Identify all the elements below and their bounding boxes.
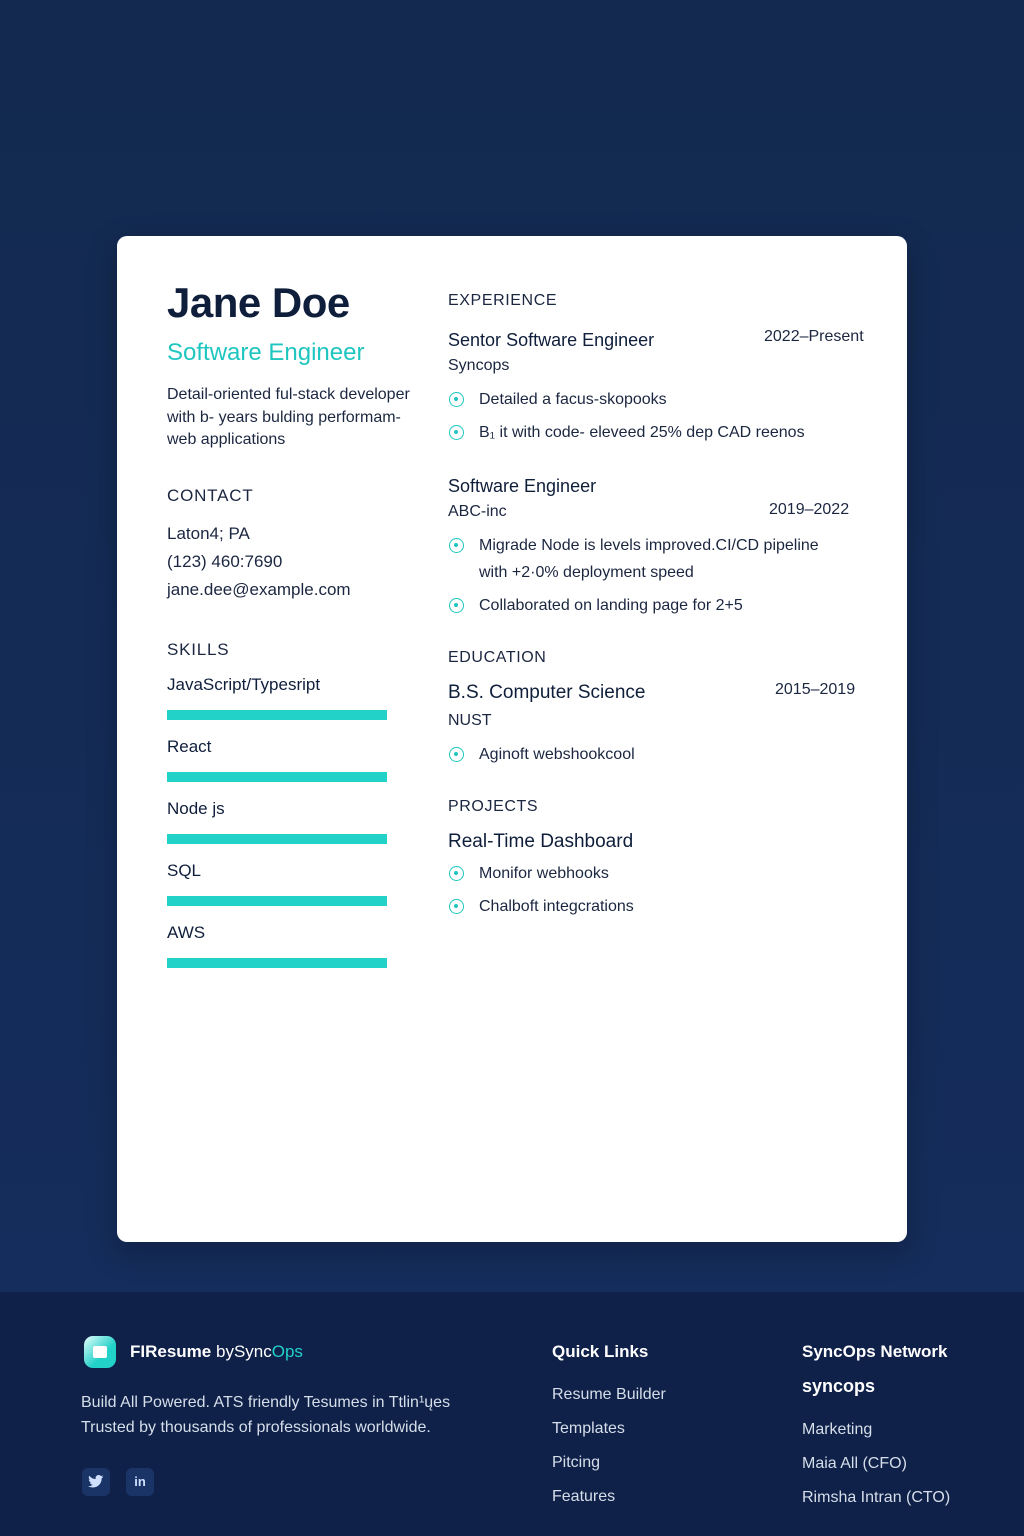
job-bullets [448, 532, 878, 619]
footer-link-pricing[interactable]: Pitcing [552, 1454, 601, 1471]
quick-links-column [552, 1342, 666, 1506]
footer-link-marketing[interactable]: Marketing [802, 1421, 873, 1438]
skill-bar [167, 772, 387, 782]
skill-item [167, 674, 437, 720]
education-item [448, 681, 878, 768]
resume-right-column [448, 292, 878, 926]
bullet-text: Migrade Node is levels improved.CI/CD pipeline with +2·0% deployment speed [479, 537, 819, 581]
brand-name [130, 1342, 303, 1362]
network-column [802, 1342, 950, 1507]
bullet-item [448, 860, 878, 887]
job-title: Software Engineer [448, 476, 597, 496]
bullet-item [448, 741, 878, 768]
resume-card [117, 236, 907, 1242]
bullet-circle-icon [449, 866, 464, 881]
bullet-item [448, 893, 878, 920]
job-title-main: Software Engineer [506, 330, 655, 350]
footer-link-cfo[interactable]: Maia All (CFO) [802, 1455, 907, 1472]
bullet-item [448, 386, 878, 413]
skill-bar [167, 834, 387, 844]
bullet-circle-icon [449, 747, 464, 762]
skill-bar-fill [167, 958, 387, 968]
bullet-text: B₁ it with code- eleveed 25% dep CAD reenos [479, 424, 805, 441]
education-degree: B.S. Computer Science [448, 682, 646, 703]
network-heading: SyncOps Network [802, 1342, 948, 1361]
brand-by: by [215, 1342, 234, 1361]
skill-item [167, 736, 437, 782]
footer-link-cto[interactable]: Rimsha Intran (CTO) [802, 1489, 951, 1506]
skills-list [167, 674, 437, 968]
experience-item [448, 328, 878, 446]
contact-email: jane.dee@example.com [167, 579, 351, 599]
bullet-item [448, 592, 878, 619]
brand-ops: Ops [271, 1342, 303, 1361]
skill-bar-fill [167, 834, 387, 844]
job-title-prefix: Sentor [448, 330, 502, 350]
bullet-circle-icon [449, 899, 464, 914]
tagline-line-1: Build All Powered. ATS friendly Tesumes in Ttlin¹ųes [81, 1394, 451, 1411]
contact-location: Laton4; PA [167, 523, 250, 543]
project-name: Real-Time Dashboard [448, 831, 634, 852]
resume-name: Jane Doe [167, 279, 350, 326]
job-company: ABC-inc [448, 503, 507, 520]
job-bullets [448, 386, 878, 446]
bullet-item [448, 419, 878, 446]
footer-link-templates[interactable]: Templates [552, 1420, 625, 1437]
contact-phone: (123) 460:7690 [167, 551, 283, 571]
resume-summary: Detail-oriented ful-stack developer with b- years bulding performam- web applications [167, 386, 410, 448]
bullet-text: Aginoft webshookcool [479, 746, 635, 763]
skill-item [167, 860, 437, 906]
brand-sync: Sync [233, 1342, 272, 1361]
footer-tagline [81, 1390, 450, 1440]
skill-bar-fill [167, 710, 387, 720]
job-date: 2022–Present [764, 328, 864, 345]
bullet-text: Chalboft integcrations [479, 898, 634, 915]
bullet-text: Detailed a facus-skopooks [479, 391, 667, 408]
experience-heading: EXPERIENCE [448, 292, 558, 309]
skill-name: JavaScript/Typesript [167, 674, 321, 694]
education-school: NUST [448, 712, 492, 729]
tagline-line-2: Trusted by thousands of professionals worldwide. [81, 1419, 431, 1436]
footer-link-features[interactable]: Features [552, 1488, 616, 1505]
resume-left-column [167, 278, 437, 968]
contact-list [167, 520, 437, 604]
skill-item [167, 798, 437, 844]
education-date: 2015–2019 [775, 681, 856, 698]
bullet-text: Collaborated on landing page for 2+5 [479, 597, 743, 614]
linkedin-icon[interactable]: in [126, 1468, 154, 1496]
skill-name: React [167, 736, 212, 756]
resume-role: Software Engineer [167, 339, 365, 366]
job-date: 2019–2022 [769, 501, 850, 518]
education-heading: EDUCATION [448, 649, 547, 666]
skill-name: SQL [167, 860, 202, 880]
skill-bar [167, 958, 387, 968]
experience-item [448, 474, 878, 619]
job-company: Syncops [448, 357, 510, 374]
skill-bar [167, 710, 387, 720]
contact-heading: CONTACT [167, 485, 254, 505]
bullet-item [448, 532, 838, 586]
skill-bar-fill [167, 772, 387, 782]
skill-name: AWS [167, 922, 206, 942]
brand-name-main: FIResume [130, 1342, 212, 1361]
skill-bar [167, 896, 387, 906]
bullet-text: Monifor webhooks [479, 865, 609, 882]
footer-link-resume-builder[interactable]: Resume Builder [552, 1386, 666, 1403]
projects-heading: PROJECTS [448, 798, 539, 815]
bullet-circle-icon [449, 392, 464, 407]
bullet-circle-icon [449, 598, 464, 613]
twitter-icon[interactable] [82, 1468, 110, 1496]
network-subtitle[interactable]: syncops [802, 1376, 876, 1396]
brand-logo-icon [84, 1336, 116, 1368]
bullet-circle-icon [449, 425, 464, 440]
footer-brand[interactable] [84, 1336, 303, 1368]
skills-heading: SKILLS [167, 639, 230, 659]
education-bullets [448, 741, 878, 768]
quick-links-heading: Quick Links [552, 1342, 649, 1361]
project-item [448, 830, 878, 920]
skill-name: Node js [167, 798, 225, 818]
skill-item [167, 922, 437, 968]
project-bullets [448, 860, 878, 920]
skill-bar-fill [167, 896, 387, 906]
bullet-circle-icon [449, 538, 464, 553]
site-footer [0, 1292, 1024, 1536]
